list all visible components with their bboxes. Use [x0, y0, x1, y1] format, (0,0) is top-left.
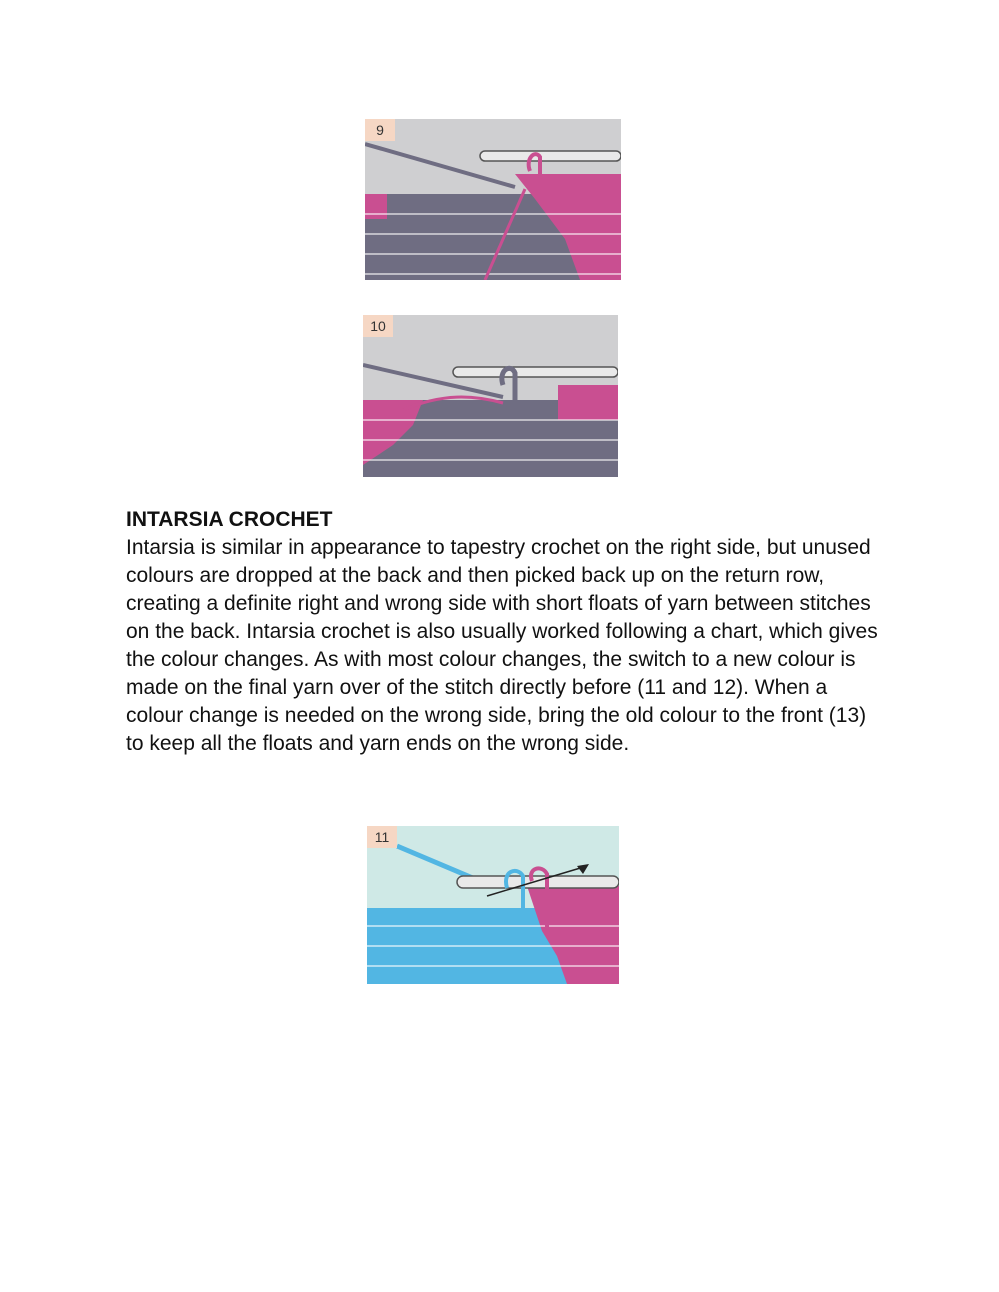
- illustration-11-drawing: [367, 826, 619, 984]
- figure-number-10: 10: [363, 315, 393, 337]
- figure-number-11: 11: [367, 826, 397, 848]
- illustration-10-drawing: [363, 315, 618, 477]
- crochet-illustration-10: [363, 315, 618, 477]
- crochet-illustration-11: [367, 826, 619, 984]
- crochet-illustration-9: [365, 119, 621, 280]
- figure-number-9: 9: [365, 119, 395, 141]
- section-body: Intarsia is similar in appearance to tapestry crochet on the right side, but unused colours are dropped at the back and then picked back up on the return row, creating a definite right and wrong side with short floats of yarn between stitches on the back. Intarsia crochet is also usually worked following a chart, which gives the colour changes. As with most colour changes, the switch to a new colour is made on the final yarn over of the stitch directly before (11 and 12). When a colour change is needed on the wrong side, bring the old colour to the front (13) to keep all the floats and yarn ends on the wrong side.: [126, 536, 878, 755]
- section-heading: INTARSIA CROCHET: [126, 508, 333, 531]
- intarsia-section: [126, 508, 886, 758]
- illustration-9-drawing: [365, 119, 621, 280]
